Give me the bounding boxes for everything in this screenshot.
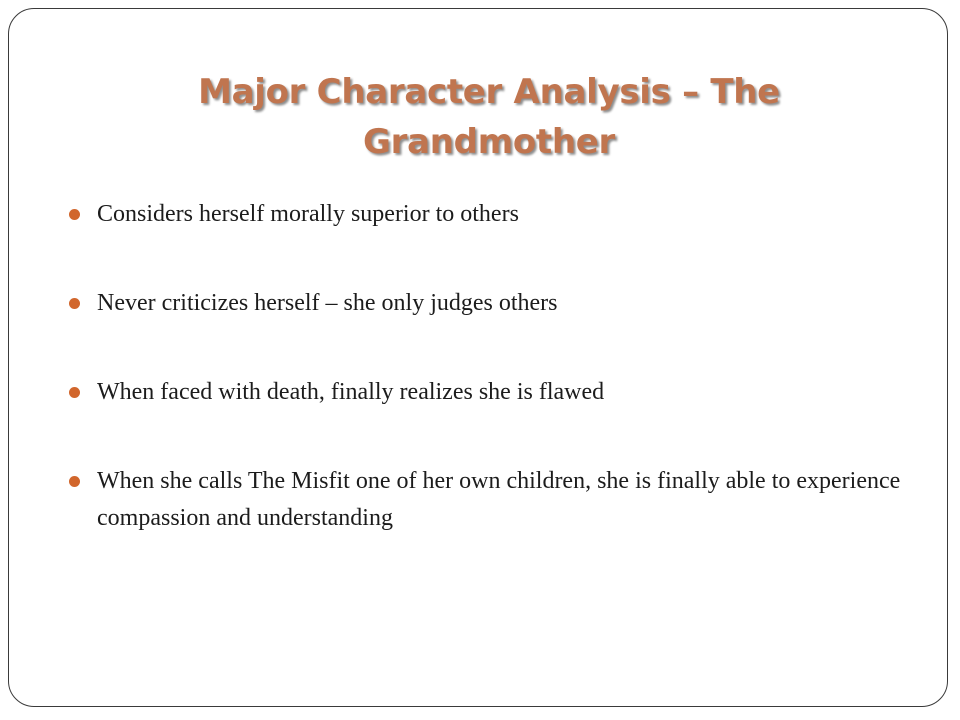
slide <box>8 8 948 707</box>
bullet-item <box>65 463 905 537</box>
bullet-text: Never criticizes herself – she only judges others <box>97 290 558 316</box>
bullet-dot-icon <box>69 298 80 309</box>
bullet-text: When faced with death, finally realizes she is flawed <box>97 379 605 405</box>
bullet-dot-icon <box>69 209 80 220</box>
bullet-dot-icon <box>69 387 80 398</box>
bullet-item <box>65 196 905 233</box>
bullet-text: Considers herself morally superior to others <box>97 201 519 227</box>
bullet-text: When she calls The Misfit one of her own children, she is finally able to experience compassion and understanding <box>97 468 901 531</box>
slide-title: Major Character Analysis – The Grandmother <box>198 72 780 162</box>
bullet-item <box>65 374 905 411</box>
bullet-list <box>65 196 905 589</box>
bullet-dot-icon <box>69 476 80 487</box>
bullet-item <box>65 285 905 322</box>
